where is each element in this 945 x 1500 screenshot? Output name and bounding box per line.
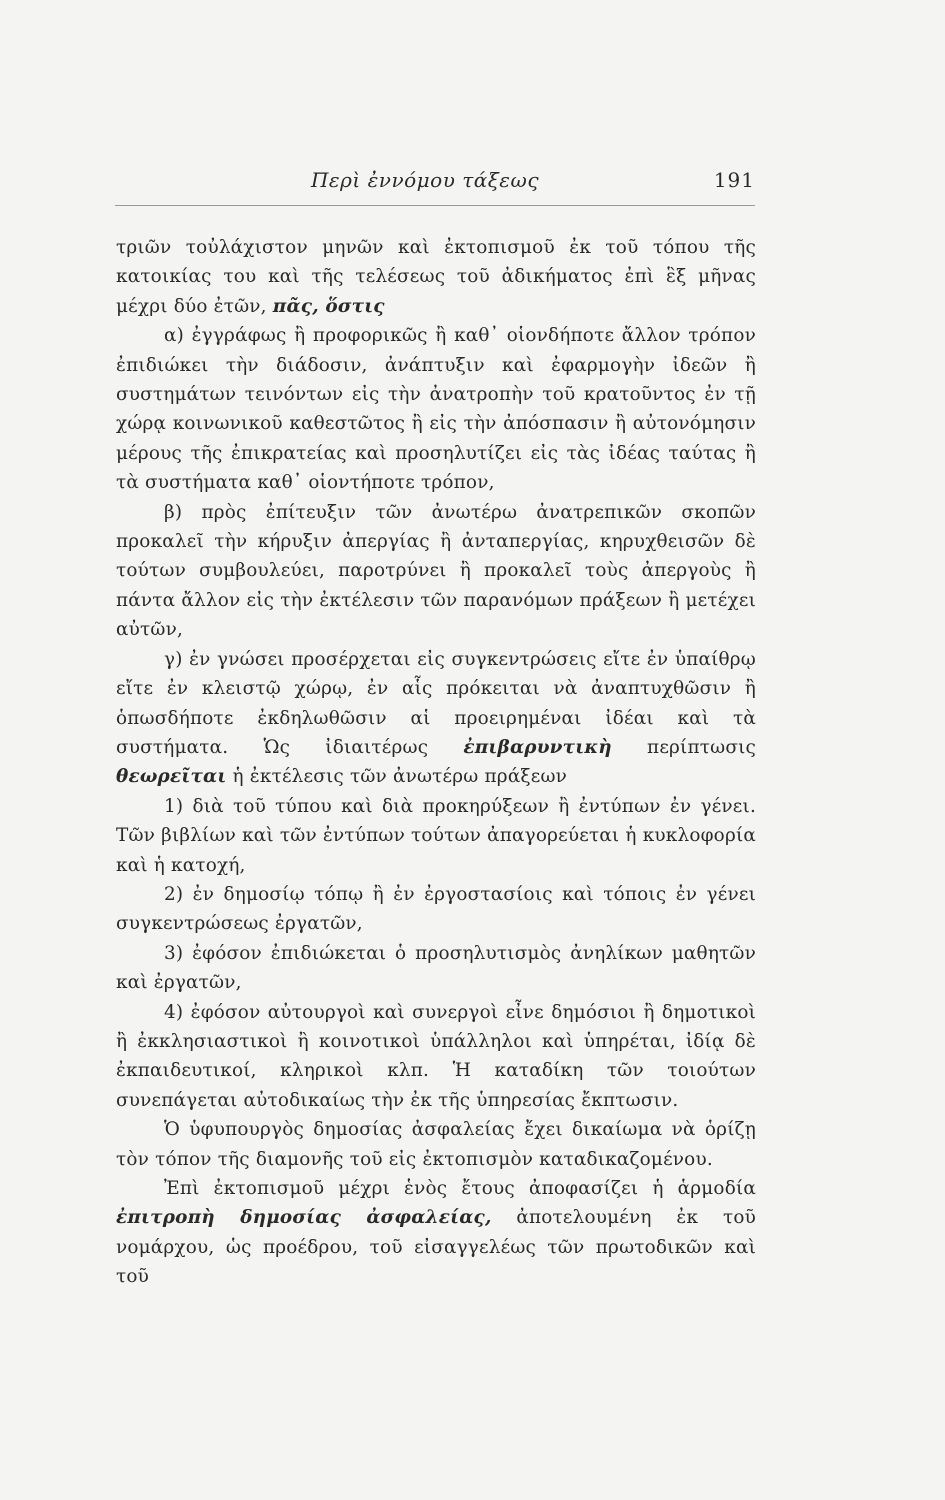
paragraph-p8 [116,998,756,1116]
paragraph-p2 [116,321,756,497]
text-segment: 3) ἐφόσον ἐπιδιώκεται ὁ προσηλυτισμὸς ἀνηλίκων μαθητῶν καὶ ἐργατῶν, [116,942,756,994]
text-segment: περίπτωσις [611,736,756,758]
text-segment: 4) ἐφόσον αὐτουργοὶ καὶ συνεργοὶ εἶνε δημόσιοι ἢ δημοτικοὶ ἢ ἐκκλησιαστικοὶ ἢ κοινοτικοὶ ὑπάλληλοι καὶ ὑπηρέται, ἰδίᾳ δὲ ἐκπαιδευτικοί, κληρικοὶ κλπ. Ἡ καταδίκη τῶν τοιούτων συνεπάγεται αὐτοδικαίως τὴν ἐκ τῆς ὑπηρεσίας ἔκπτωσιν. [116,1001,756,1111]
paragraph-p6 [116,880,756,939]
paragraph-p7 [116,939,756,998]
page-header [115,168,755,202]
text-segment: ἡ ἐκτέλεσις τῶν ἀνωτέρω πράξεων [226,766,568,788]
text-segment: γ) ἐν γνώσει προσέρχεται εἰς συγκεντρώσεις εἴτε ἐν ὑπαίθρῳ εἴτε ἐν κλειστῷ χώρῳ, ἐν αἷς πρόκειται νὰ ἀναπτυχθῶσιν ἢ ὁπωσδήποτε ἐκδηλωθῶσιν αἱ προειρημέναι ἰδέαι καὶ τὰ συστήματα. Ὡς ἰδιαιτέρως [116,648,756,758]
paragraph-p4 [116,645,756,792]
text-segment: τριῶν τοὐλάχιστον μηνῶν καὶ ἐκτοπισμοῦ ἐκ τοῦ τόπου τῆς κατοικίας του καὶ τῆς τελέσεως τοῦ ἀδικήματος ἐπὶ ἓξ μῆνας μέχρι δύο ἐτῶν, [116,237,756,317]
running-title: Περὶ ἐννόμου τάξεως [310,168,540,192]
text-segment: Ὁ ὑφυπουργὸς δημοσίας ἀσφαλείας ἔχει δικαίωμα νὰ ὁρίζῃ τὸν τόπον τῆς διαμονῆς τοῦ εἰς ἐκτοπισμὸν καταδικαζομένου. [116,1119,756,1170]
paragraph-p9 [116,1115,756,1174]
text-segment: β) πρὸς ἐπίτευξιν τῶν ἀνωτέρω ἀνατρεπικῶν σκοπῶν προκαλεῖ τὴν κήρυξιν ἀπεργίας ἢ ἀνταπεργίας, κηρυχθεισῶν δὲ τούτων συμβουλεύει, παροτρύνει ἢ προκαλεῖ τοὺς ἀπεργοὺς ἢ πάντα ἄλλον εἰς τὴν ἐκτέλεσιν τῶν παρανόμων πράξεων ἢ μετέχει αὐτῶν, [116,501,756,641]
page-number: 191 [713,168,755,192]
text-segment: 1) διὰ τοῦ τύπου καὶ διὰ προκηρύξεων ἢ ἐντύπων ἐν γένει. Τῶν βιβλίων καὶ τῶν ἐντύπων τούτων ἀπαγορεύεται ἡ κυκλοφορία καὶ ἡ κατοχή, [116,795,756,876]
paragraph-p1 [116,233,756,321]
text-segment: 2) ἐν δημοσίῳ τόπῳ ἢ ἐν ἐργοστασίοις καὶ τόποις ἐν γένει συγκεντρώσεως ἐργατῶν, [116,883,756,935]
text-segment: Ἐπὶ ἐκτοπισμοῦ μέχρι ἑνὸς ἔτους ἀποφασίζει ἡ ἁρμοδία [164,1178,756,1199]
paragraph-p3 [116,498,756,645]
paragraph-p10 [116,1174,756,1292]
text-segment: ἀποτελουμένη ἐκ τοῦ νομάρχου, ὡς προέδρου, τοῦ εἰσαγγελέως τῶν πρωτοδικῶν καὶ τοῦ [116,1207,756,1288]
body-text [116,233,756,1292]
emphasis-text: πᾶς, ὅστις [272,295,385,317]
emphasis-text: θεωρεῖται [116,766,227,788]
header-rule [115,205,755,206]
emphasis-text: ἐπιβαρυντικὴ [463,736,612,758]
paragraph-p5 [116,792,756,880]
text-segment: α) ἐγγράφως ἢ προφορικῶς ἢ καθ᾽ οἱονδήποτε ἄλλον τρόπον ἐπιδιώκει τὴν διάδοσιν, ἀνάπτυξιν καὶ ἐφαρμογὴν ἰδεῶν ἢ συστημάτων τεινόντων εἰς τὴν ἀνατροπὴν τοῦ κρατοῦντος ἐν τῇ χώρᾳ κοινωνικοῦ καθεστῶτος ἢ εἰς τὴν ἀπόσπασιν ἢ αὐτονόμησιν μέρους τῆς ἐπικρατείας καὶ προσηλυτίζει εἰς τὰς ἰδέας ταύτας ἢ τὰ συστήματα καθ᾽ οἱοντήποτε τρόπον, [116,325,756,494]
emphasis-text: ἐπιτροπὴ δημοσίας ἀσφαλείας, [116,1207,492,1229]
